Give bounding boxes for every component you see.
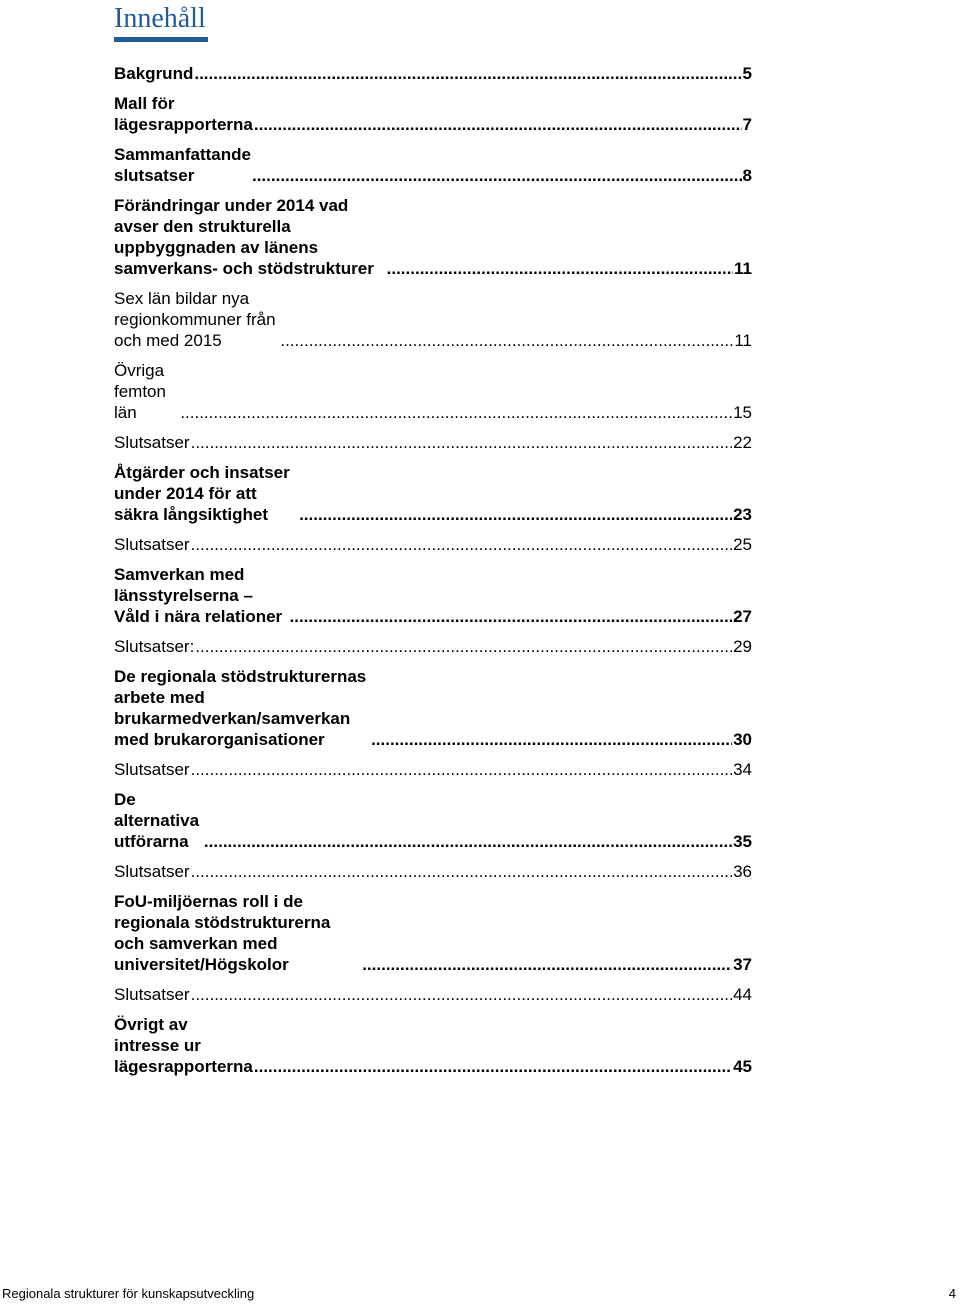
footer-page-number: 4 xyxy=(948,1286,956,1301)
heading-underline xyxy=(114,37,208,42)
dot-leader xyxy=(180,402,732,423)
toc-entry-title: Slutsatser: xyxy=(114,637,195,656)
dot-leader xyxy=(254,114,742,135)
toc-entry[interactable] xyxy=(114,534,752,555)
toc-entry[interactable] xyxy=(114,360,752,423)
dot-leader xyxy=(362,954,732,975)
toc-entry-page: 15 xyxy=(733,403,752,422)
dot-leader xyxy=(191,759,732,780)
toc-entry-page: 5 xyxy=(742,64,752,83)
toc-entry-page: 34 xyxy=(733,760,752,779)
toc-entry[interactable] xyxy=(114,891,752,975)
dot-leader xyxy=(204,831,732,852)
toc-entry-page: 44 xyxy=(733,985,752,1004)
toc-entry-page: 30 xyxy=(733,730,752,749)
toc-entry-title: Sex län bildar nya regionkommuner från och med 2015 xyxy=(114,289,276,350)
dot-leader xyxy=(191,861,732,882)
dot-leader xyxy=(371,729,732,750)
toc-entry[interactable] xyxy=(114,564,752,627)
toc-entry-page: 37 xyxy=(733,955,752,974)
toc-entry-page: 22 xyxy=(733,433,752,452)
dot-leader xyxy=(387,258,733,279)
toc-entry[interactable] xyxy=(114,462,752,525)
toc-entry-title: FoU-miljöernas roll i de regionala stödstrukturerna och samverkan med universitet/Högskolor xyxy=(114,892,331,974)
toc-entry[interactable] xyxy=(114,789,752,852)
toc-entry-title: De alternativa utförarna xyxy=(114,790,200,851)
toc-entry-page: 45 xyxy=(733,1057,752,1076)
toc-entry-title: Förändringar under 2014 vad avser den strukturella uppbyggnaden av länens samverkans- och stödstrukturer xyxy=(114,196,374,278)
toc-entry-title: Övriga femton län xyxy=(114,361,166,422)
toc-entry-page: 35 xyxy=(733,832,752,851)
toc-entry-page: 8 xyxy=(742,166,752,185)
toc-entry-title: Sammanfattande slutsatser xyxy=(114,145,251,185)
dot-leader xyxy=(280,330,733,351)
toc-entry[interactable] xyxy=(114,288,752,351)
dot-leader xyxy=(290,606,733,627)
dot-leader xyxy=(195,636,732,657)
toc-entry-title: Slutsatser xyxy=(114,760,190,779)
toc-entry-title: Övrigt av intresse ur lägesrapporterna xyxy=(114,1015,253,1076)
toc-entry[interactable] xyxy=(114,636,752,657)
toc-entry-page: 11 xyxy=(734,259,752,278)
footer-document-title: Regionala strukturer för kunskapsutveckling xyxy=(2,1286,255,1301)
toc-entry-title: Åtgärder och insatser under 2014 för att säkra långsiktighet xyxy=(114,463,290,524)
toc-entry[interactable] xyxy=(114,195,752,279)
toc-entry[interactable] xyxy=(114,432,752,453)
toc-entry-title: Slutsatser xyxy=(114,535,190,554)
toc-entry[interactable] xyxy=(114,861,752,882)
page-footer xyxy=(2,1286,956,1302)
toc-entry[interactable] xyxy=(114,63,752,84)
dot-leader xyxy=(299,504,732,525)
dot-leader xyxy=(191,432,732,453)
dot-leader xyxy=(194,63,741,84)
toc-entry[interactable] xyxy=(114,759,752,780)
toc-entry[interactable] xyxy=(114,1014,752,1077)
toc-entry[interactable] xyxy=(114,984,752,1005)
dot-leader xyxy=(191,534,732,555)
toc-entry-title: Slutsatser xyxy=(114,985,190,1004)
toc-entry-page: 7 xyxy=(742,115,752,134)
toc-entry-title: De regionala stödstrukturernas arbete med brukarmedverkan/samverkan med brukarorganisationer xyxy=(114,667,367,749)
toc-entry-page: 11 xyxy=(734,331,752,350)
toc-entry-page: 23 xyxy=(733,505,752,524)
toc-entry-title: Bakgrund xyxy=(114,64,194,83)
toc-entry-title: Samverkan med länsstyrelserna – Våld i nära relationer xyxy=(114,565,283,626)
toc-entry-page: 36 xyxy=(733,862,752,881)
toc-entry-title: Mall för lägesrapporterna xyxy=(114,94,253,134)
dot-leader xyxy=(254,1056,732,1077)
toc-entry[interactable] xyxy=(114,93,752,135)
toc-entry-page: 29 xyxy=(733,637,752,656)
toc-entry-title: Slutsatser xyxy=(114,862,190,881)
toc-entry-page: 27 xyxy=(733,607,752,626)
dot-leader xyxy=(191,984,732,1005)
toc-entry-title: Slutsatser xyxy=(114,433,190,452)
toc-entry[interactable] xyxy=(114,144,752,186)
dot-leader xyxy=(252,165,742,186)
toc-heading: Innehåll xyxy=(114,3,206,34)
table-of-contents xyxy=(114,63,752,1086)
toc-entry[interactable] xyxy=(114,666,752,750)
toc-entry-page: 25 xyxy=(733,535,752,554)
